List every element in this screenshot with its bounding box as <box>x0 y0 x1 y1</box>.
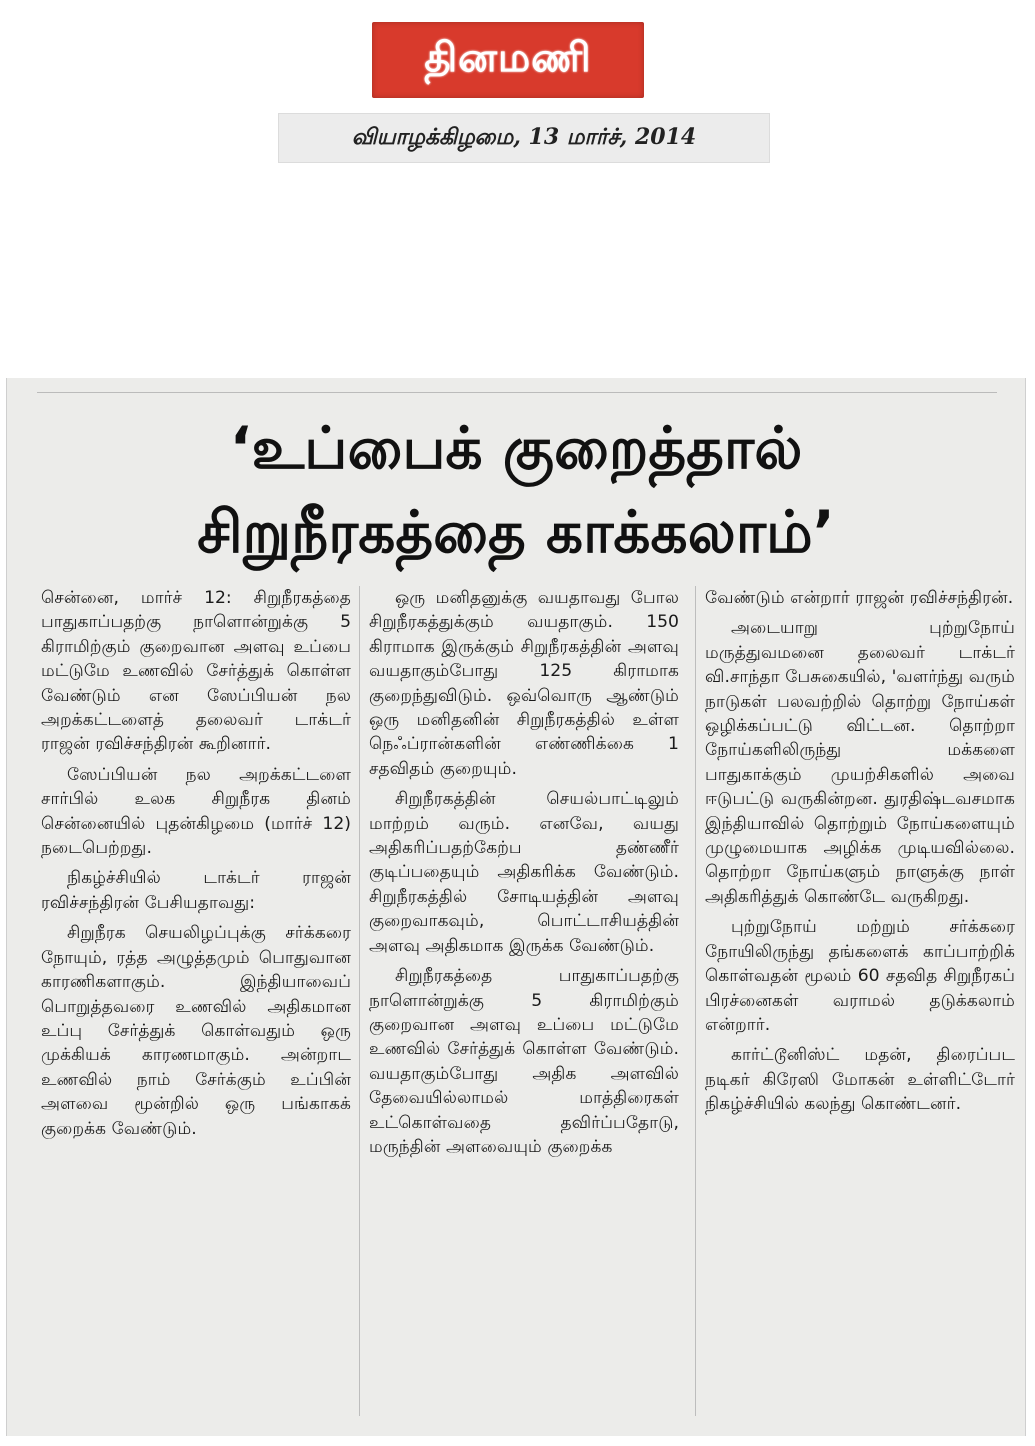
paragraph: ஸேப்பியன் நல அறக்கட்டளை சார்பில் உலக சிறுநீரக தினம் சென்னையில் புதன்கிழமை (மார்ச் 12) நடைபெற்றது. <box>41 764 351 859</box>
news-clipping <box>6 378 1026 1436</box>
article-column-3 <box>705 586 1015 1123</box>
paragraph: ஒரு மனிதனுக்கு வயதாவது போல சிறுநீரகத்துக்கும் வயதாகும். 150 கிராமாக இருக்கும் சிறுநீரகத்தின் அளவு வயதாகும்போது 125 கிராமாக குறைந்துவிடும். ஒவ்வொரு ஆண்டும் ஒரு மனிதனின் சிறுநீரகத்தில் உள்ள நெஃப்ரான்களின் எண்ணிக்கை 1 சதவிதம் குறையும். <box>369 588 679 779</box>
paragraph: சென்னை, மார்ச் 12: சிறுநீரகத்தை பாதுகாப்பதற்கு நாளொன்றுக்கு 5 கிராமிற்கும் குறைவான அளவு உப்பை மட்டுமே உணவில் சேர்த்துக் கொள்ள வேண்டும் என ஸேப்பியன் நல அறக்கட்டளைத் தலைவர் டாக்டர் ராஜன் ரவிச்சந்திரன் கூறினார். <box>41 588 351 755</box>
headline <box>7 406 1025 574</box>
paragraph: அடையாறு புற்றுநோய் மருத்துவமனை தலைவர் டாக்டர் வி.சாந்தா பேசுகையில், 'வளர்ந்து வரும் நாடுகள் பலவற்றில் தொற்று நோய்கள் ஒழிக்கப்பட்டு விட்டன. தொற்றா நோய்களிலிருந்து மக்களை பாதுகாக்கும் முயற்சிகளில் அவை ஈடுபட்டு வருகின்றன. துரதிஷ்டவசமாக இந்தியாவில் தொற்றும் நோய்களையும் முழுமையாக அழிக்க முடியவில்லை. தொற்றா நோய்களும் நாளுக்கு நாள் அதிகரித்துக் கொண்டே வருகிறது. <box>705 618 1015 907</box>
column-divider <box>359 586 360 1416</box>
article-column-1 <box>41 586 351 1147</box>
paragraph: சிறுநீரகத்தின் செயல்பாட்டிலும் மாற்றம் வரும். எனவே, வயது அதிகரிப்பதற்கேற்ப தண்ணீர் குடிப்பதையும் அதிகரிக்க வேண்டும். சிறுநீரகத்தில் சோடியத்தின் அளவு குறைவாகவும், பொட்டாசியத்தின் அளவு அதிகமாக இருக்க வேண்டும். <box>369 789 679 956</box>
paragraph: கார்ட்டூனிஸ்ட் மதன், திரைப்பட நடிகர் கிரேஸி மோகன் உள்ளிட்டோர் நிகழ்ச்சியில் கலந்து கொண்டனர். <box>705 1045 1015 1115</box>
headline-line-2: சிறுநீரகத்தை காக்கலாம்’ <box>197 498 835 566</box>
paragraph: வேண்டும் என்றார் ராஜன் ரவிச்சந்திரன். <box>705 588 1014 608</box>
paragraph: சிறுநீரகத்தை பாதுகாப்பதற்கு நாளொன்றுக்கு 5 கிராமிற்கும் குறைவான அளவு உப்பை மட்டுமே உணவில் சேர்த்துக் கொள்ள வேண்டும். வயதாகும்போது அதிக அளவில் தேவையில்லாமல் மாத்திரைகள் உட்கொள்வதை தவிர்ப்பதோடு, மருந்தின் அளவையும் குறைக்க <box>369 966 679 1157</box>
logo-text: தினமணி <box>424 34 592 81</box>
headline-line-1: ‘உப்பைக் குறைத்தால் <box>229 414 803 482</box>
paragraph: சிறுநீரக செயலிழப்புக்கு சர்க்கரை நோயும், ரத்த அழுத்தமும் பொதுவான காரணிகளாகும். இந்தியாவைப் பொறுத்தவரை உணவில் அதிகமான உப்பு சேர்த்துக் கொள்வதும் ஒரு முக்கியக் காரணமாகும். அன்றாட உணவில் நாம் சேர்க்கும் உப்பின் அளவை மூன்றில் ஒரு பங்காகக் குறைக்க வேண்டும். <box>41 923 351 1139</box>
paragraph: நிகழ்ச்சியில் டாக்டர் ராஜன் ரவிச்சந்திரன் பேசியதாவது: <box>41 868 351 913</box>
paragraph: புற்றுநோய் மற்றும் சர்க்கரை நோயிலிருந்து தங்களைக் காப்பாற்றிக் கொள்வதன் மூலம் 60 சதவித சிறுநீரகப் பிரச்னைகள் வராமல் தடுக்கலாம் என்றார். <box>705 917 1015 1035</box>
dateline: வியாழக்கிழமை, 13 மார்ச், 2014 <box>278 113 770 163</box>
column-divider <box>695 586 696 1416</box>
top-rule <box>37 378 997 393</box>
article-column-2 <box>369 586 679 1165</box>
newspaper-logo <box>372 22 644 98</box>
